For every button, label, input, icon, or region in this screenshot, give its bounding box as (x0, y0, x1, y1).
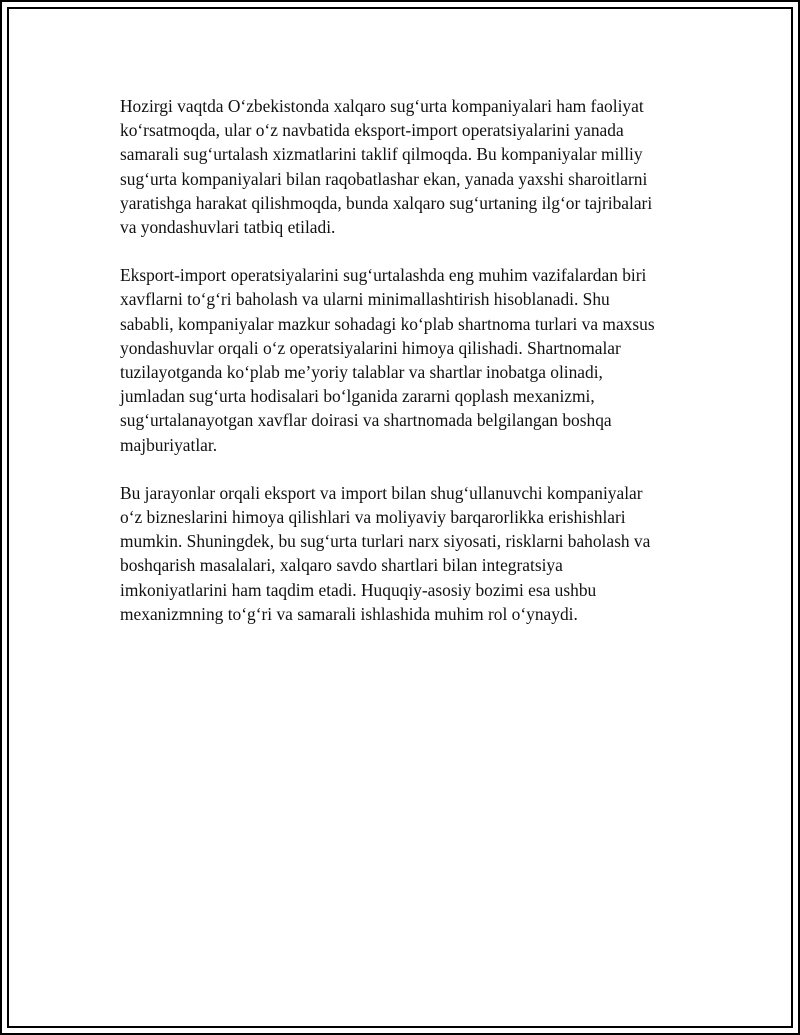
text-line: sug‘urta kompaniyalari bilan raqobatlashar ekan, yanada yaxshi sharoitlarni (120, 168, 648, 189)
text-line: va yondashuvlari tatbiq etiladi. (120, 217, 336, 238)
text-line: imkoniyatlarini ham taqdim etadi. Huquqiy-asosiy bozimi esa ushbu (120, 579, 597, 600)
text-line: yondashuvlar orqali o‘z operatsiyalarini himoya qilishadi. Shartnomalar (120, 337, 621, 358)
text-line: samarali sug‘urtalash xizmatlarini taklif qilmoqda. Bu kompaniyalar milliy (120, 144, 643, 165)
text-line: Eksport-import operatsiyalarini sug‘urtalashda eng muhim vazifalardan biri (120, 265, 647, 286)
paragraph-1 (120, 94, 700, 239)
text-line: tuzilayotganda ko‘plab me’yoriy talablar va shartlar inobatga olinadi, (120, 362, 603, 383)
text-line: xavflarni to‘g‘ri baholash va ularni minimallashtirish hisoblanadi. Shu (120, 289, 610, 310)
text-line: Hozirgi vaqtda O‘zbekistonda xalqaro sug‘urta kompaniyalari ham faoliyat (120, 96, 644, 116)
paragraph-2 (120, 263, 700, 457)
text-line: ko‘rsatmoqda, ular o‘z navbatida eksport-import operatsiyalarini yanada (120, 120, 624, 141)
text-line: majburiyatlar. (120, 434, 218, 455)
text-line: sababli, kompaniyalar mazkur sohadagi ko‘plab shartnoma turlari va maxsus (120, 313, 655, 334)
document-body (120, 94, 700, 650)
paragraph-3 (120, 481, 700, 626)
text-line: mumkin. Shuningdek, bu sug‘urta turlari narx siyosati, risklarni baholash va (120, 531, 651, 552)
text-line: Bu jarayonlar orqali eksport va import bilan shug‘ullanuvchi kompaniyalar (120, 482, 643, 503)
text-line: boshqarish masalalari, xalqaro savdo shartlari bilan integratsiya (120, 555, 563, 576)
text-line: jumladan sug‘urta hodisalari bo‘lganida zararni qoplash mexanizmi, (120, 386, 595, 407)
text-line: sug‘urtalanayotgan xavflar doirasi va shartnomada belgilangan boshqa (120, 410, 612, 431)
text-line: mexanizmning to‘g‘ri va samarali ishlashida muhim rol o‘ynaydi. (120, 603, 578, 624)
text-line: yaratishga harakat qilishmoqda, bunda xalqaro sug‘urtaning ilg‘or tajribalari (120, 192, 653, 213)
text-line: o‘z bizneslarini himoya qilishlari va moliyaviy barqarorlikka erishishlari (120, 507, 626, 528)
